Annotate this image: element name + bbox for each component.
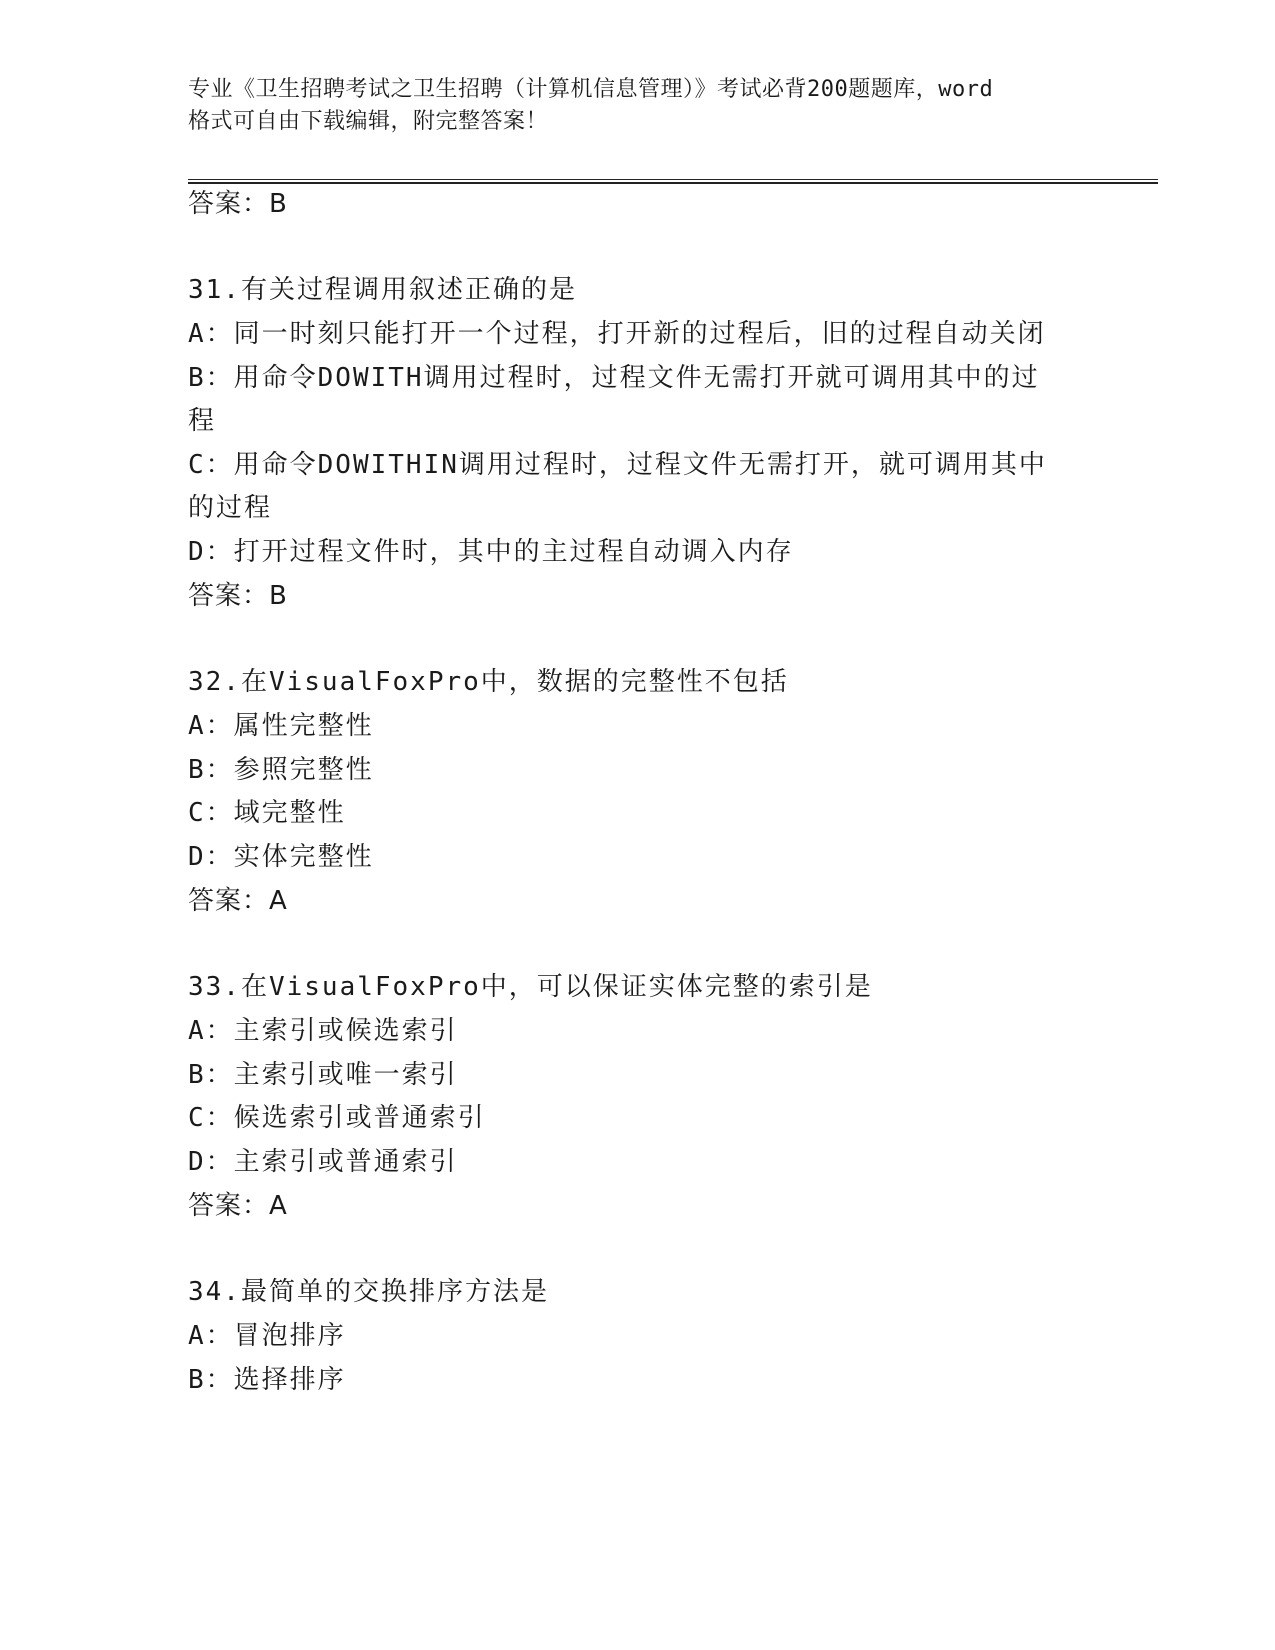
question-34-stem: 34.最简单的交换排序方法是 [188, 1277, 549, 1307]
question-33-stem: 33.在VisualFoxPro中，可以保证实体完整的索引是 [188, 972, 873, 1002]
question-33-option-c: C：候选索引或普通索引 [188, 1103, 486, 1133]
question-32-answer: 答案：A [188, 886, 288, 916]
document-header [188, 74, 1088, 138]
question-31-option-b: B：用命令DOWITH调用过程时，过程文件无需打开就可调用其中的过 [188, 363, 1040, 393]
question-31-option-b-cont: 程 [188, 406, 217, 436]
question-31-option-a: A：同一时刻只能打开一个过程，打开新的过程后，旧的过程自动关闭 [188, 319, 1046, 349]
question-32-stem: 32.在VisualFoxPro中，数据的完整性不包括 [188, 667, 789, 697]
question-31-stem: 31.有关过程调用叙述正确的是 [188, 275, 577, 305]
question-31-option-d: D：打开过程文件时，其中的主过程自动调入内存 [188, 537, 794, 567]
question-31-option-c-cont: 的过程 [188, 493, 273, 523]
question-33-option-a: A：主索引或候选索引 [188, 1016, 458, 1046]
question-34-option-b: B：选择排序 [188, 1365, 346, 1395]
question-34-option-a: A：冒泡排序 [188, 1321, 346, 1351]
question-32-option-c: C：域完整性 [188, 798, 346, 828]
question-32-option-b: B：参照完整性 [188, 755, 374, 785]
question-33-answer: 答案：A [188, 1191, 288, 1221]
question-32-option-a: A：属性完整性 [188, 711, 374, 741]
question-33-option-b: B：主索引或唯一索引 [188, 1060, 458, 1090]
header-divider [188, 179, 1158, 184]
header-line-2: 格式可自由下载编辑，附完整答案！ [188, 109, 549, 134]
prev-answer: 答案：B [188, 189, 288, 219]
header-line-1: 专业《卫生招聘考试之卫生招聘（计算机信息管理）》考试必背200题题库，word [188, 77, 994, 102]
question-31-option-c: C：用命令DOWITHIN调用过程时，过程文件无需打开，就可调用其中 [188, 450, 1047, 480]
question-32-option-d: D：实体完整性 [188, 842, 374, 872]
question-31-answer: 答案：B [188, 581, 288, 611]
question-33-option-d: D：主索引或普通索引 [188, 1147, 458, 1177]
